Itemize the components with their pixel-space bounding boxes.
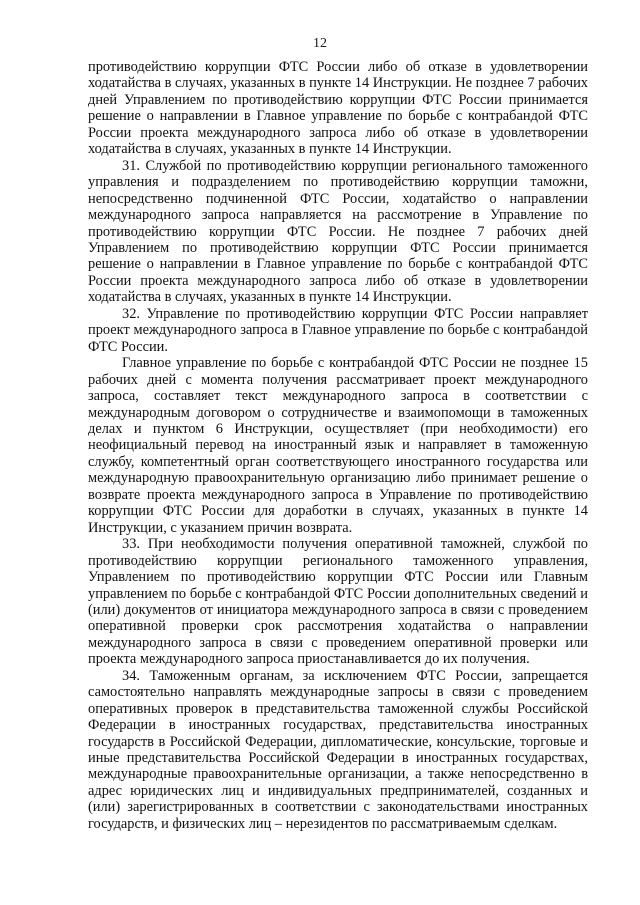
paragraph-continuation: противодействию коррупции ФТС России либо об отказе в удовлетворении ходатайства в случаях, указанных в пункте 14 Инструкции. Не позднее 7 рабочих дней Управлением по противодействию коррупции ФТС России принимается решение о направлении в Главное управление по борьбе с контрабандой ФТС России проекта международного запроса либо об отказе в удовлетворении ходатайства в случаях, указанных в пункте 14 Инструкции.: [88, 59, 588, 158]
paragraph-31: 31. Службой по противодействию коррупции регионального таможенного управления и подразделением по противодействию коррупции таможни, непосредственно подчиненной ФТС России, ходатайство о направлении международного запроса направляется на рассмотрение в Управление по противодействию коррупции ФТС России. Не позднее 7 рабочих дней Управлением по противодействию коррупции ФТС России принимается решение о направлении в Главное управление по борьбе с контрабандой ФТС России проекта международного запроса либо об отказе в удовлетворении ходатайства в случаях, указанных в пункте 14 Инструкции.: [88, 157, 588, 306]
page-number: 12: [313, 36, 327, 51]
paragraph-33: 33. При необходимости получения оперативной таможней, службой по противодействию коррупции регионального таможенного управления, Управлением по противодействию коррупции ФТС России или Главным управлением по борьбе с контрабандой ФТС России дополнительных сведений и (или) документов от инициатора международного запроса в связи с проведением оперативной проверки срок рассмотрения ходатайства о направлении международного запроса в связи с проведением оперативной проверки или проекта международного запроса приостанавливается до их получения.: [88, 536, 588, 668]
paragraph-32: 32. Управление по противодействию коррупции ФТС России направляет проект международного запроса в Главное управление по борьбе с контрабандой ФТС России.: [88, 305, 588, 355]
paragraph-32-continued: Главное управление по борьбе с контрабандой ФТС России не позднее 15 рабочих дней с момента получения рассматривает проект международного запроса, составляет текст международного запроса в соответствии с международным договором о сотрудничестве и взаимопомощи в таможенных делах и пунктом 6 Инструкции, осуществляет (при необходимости) его неофициальный перевод на иностранный язык и направляет в таможенную службу, компетентный орган соответствующего иностранного государства или международную правоохранительную организацию либо принимает решение о возврате проекта международного запроса в Управление по противодействию коррупции ФТС России для доработки в случаях, указанных в пункте 14 Инструкции, с указанием причин возврата.: [88, 355, 588, 536]
document-body: [88, 59, 588, 832]
paragraph-34: 34. Таможенным органам, за исключением ФТС России, запрещается самостоятельно направлять международные запросы в связи с проведением оперативных проверок в представительства таможенной службы Российской Федерации в иностранных государствах, представительства иностранных государств в Российской Федерации, дипломатические, консульские, торговые и иные представительства Российской Федерации в иностранных государствах, международные правоохранительные организации, а также непосредственно в адрес юридических лиц и индивидуальных предпринимателей, созданных и (или) зарегистрированных в соответствии с законодательствами иностранных государств, и физических лиц – нерезидентов по рассматриваемым сделкам.: [88, 667, 588, 832]
